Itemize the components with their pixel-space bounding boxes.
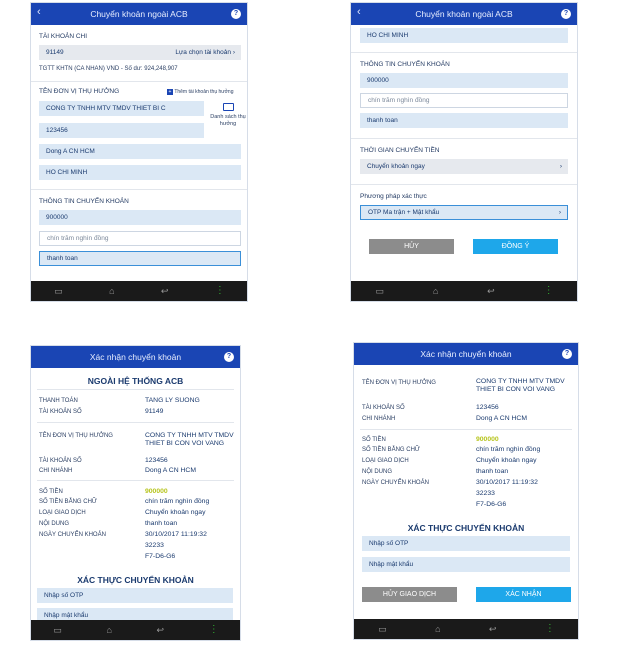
beneficiary-list-button[interactable]: Danh sách thụ hưởng (208, 103, 248, 128)
amount-value: 900000 (476, 436, 499, 443)
help-icon[interactable]: ? (224, 352, 234, 362)
recent-apps-icon[interactable]: ▭ (375, 286, 384, 296)
cancel-button[interactable]: HỦY (369, 239, 454, 254)
divider (37, 422, 234, 423)
system-heading: NGOÀI HỆ THỐNG ACB (87, 376, 184, 386)
password-input[interactable]: Nhập mật khẩu (362, 557, 570, 572)
amount-field[interactable]: 900000 (360, 73, 568, 88)
nav-back-icon[interactable]: ↩ (487, 286, 495, 296)
row-label: TÊN ĐƠN VỊ THỤ HƯỞNG (39, 433, 113, 439)
confirm-button[interactable]: XÁC NHẬN (476, 587, 571, 602)
recent-apps-icon[interactable]: ▭ (54, 286, 63, 296)
row-label: TÀI KHOẢN SỐ (39, 458, 82, 464)
otp-matrix-code: 32233 (145, 542, 164, 549)
row-label: LOẠI GIAO DỊCH (39, 510, 86, 516)
screen-confirm-top (30, 345, 241, 641)
auth-method-section-label: Phương pháp xác thực (360, 193, 427, 200)
page-title: Chuyển khoản ngoài ACB (90, 9, 188, 19)
debit-account-selector[interactable] (39, 45, 241, 60)
cancel-transaction-button[interactable]: HỦY GIAO DỊCH (362, 587, 457, 602)
add-beneficiary-link[interactable]: + Thêm tài khoản thụ hưởng (168, 89, 234, 95)
auth-heading: XÁC THỰC CHUYỂN KHOẢN (407, 523, 525, 533)
nav-back-icon[interactable]: ↩ (156, 625, 165, 635)
divider (351, 184, 577, 185)
content-field[interactable]: thanh toan (39, 251, 241, 266)
otp-matrix-position: F7-D6-G6 (145, 553, 176, 560)
row-label: CHI NHÁNH (39, 468, 73, 474)
recent-apps-icon[interactable]: ▭ (378, 624, 387, 634)
divider (351, 52, 577, 53)
divider (31, 81, 247, 82)
transfer-time-section-label: THỜI GIAN CHUYỂN TIỀN (360, 147, 440, 154)
back-icon[interactable]: ‹ (357, 6, 361, 18)
amount-field[interactable]: 900000 (39, 210, 241, 225)
screen-confirm-bottom (353, 342, 579, 640)
amount-words-field[interactable]: chín trăm nghìn đồng (39, 231, 241, 246)
city-field[interactable]: HO CHI MINH (39, 165, 241, 180)
menu-icon[interactable]: ⋮ (544, 623, 554, 634)
chevron-right-icon: › (232, 49, 235, 56)
android-nav-bar (354, 619, 578, 639)
choose-account-link[interactable]: Lựa chọn tài khoản › (175, 49, 235, 56)
row-value: 91149 (145, 408, 164, 415)
nav-back-icon[interactable]: ↩ (160, 286, 169, 296)
app-header (354, 343, 578, 365)
divider (31, 189, 247, 190)
back-icon[interactable]: ‹ (37, 6, 41, 18)
account-balance-info: TGTT KHTN (CA NHAN) VND - Số dư: 924,248,907 (39, 66, 178, 72)
row-label: NỘI DUNG (39, 521, 69, 527)
row-label: LOẠI GIAO DỊCH (362, 458, 409, 464)
password-input[interactable]: Nhập mật khẩu (37, 608, 233, 623)
debit-account-section-label: TÀI KHOẢN CHI (39, 33, 88, 40)
android-nav-bar (31, 281, 247, 301)
help-icon[interactable]: ? (561, 9, 571, 19)
amount-words-field[interactable]: chín trăm nghìn đồng (360, 93, 568, 108)
city-field[interactable]: HO CHI MINH (360, 28, 568, 43)
transfer-info-section-label: THÔNG TIN CHUYỂN KHOẢN (360, 61, 450, 68)
otp-matrix-code: 32233 (476, 490, 495, 497)
menu-icon[interactable]: ⋮ (543, 285, 553, 296)
row-label: THANH TOÁN (39, 398, 78, 404)
auth-method-selector[interactable]: OTP Ma trận + Mật khẩu › (360, 205, 568, 220)
recent-apps-icon[interactable]: ▭ (53, 625, 62, 635)
row-value: 30/10/2017 11:19:32 (145, 531, 207, 538)
row-label: NGÀY CHUYỂN KHOẢN (39, 532, 106, 538)
row-value: Dong A CN HCM (476, 415, 527, 422)
row-value: Chuyển khoản ngay (476, 457, 537, 464)
content-field[interactable]: thanh toan (360, 113, 568, 128)
otp-input[interactable]: Nhập số OTP (37, 588, 233, 603)
row-value: 123456 (145, 457, 168, 464)
help-icon[interactable]: ? (562, 349, 572, 359)
android-nav-bar (351, 281, 577, 301)
divider (360, 429, 572, 430)
row-label: NỘI DUNG (362, 469, 392, 475)
app-header (31, 346, 240, 368)
home-icon[interactable]: ⌂ (432, 286, 439, 296)
menu-icon[interactable]: ⋮ (214, 285, 224, 296)
row-label: CHI NHÁNH (362, 416, 396, 422)
chevron-right-icon: › (559, 163, 562, 170)
divider (351, 138, 577, 139)
beneficiary-name-field[interactable]: CONG TY TNHH MTV TMDV THIET BI C (39, 101, 204, 116)
bank-field[interactable]: Dong A CN HCM (39, 144, 241, 159)
row-value: thanh toan (476, 468, 509, 475)
agree-button[interactable]: ĐỒNG Ý (473, 239, 558, 254)
row-label: TÀI KHOẢN SỐ (39, 409, 82, 415)
home-icon[interactable]: ⌂ (106, 625, 112, 635)
app-header (351, 3, 577, 25)
row-value: 30/10/2017 11:19:32 (476, 479, 538, 486)
amount-value: 900000 (145, 488, 168, 495)
help-icon[interactable]: ? (231, 9, 241, 19)
row-label: NGÀY CHUYỂN KHOẢN (362, 480, 429, 486)
otp-matrix-position: F7-D6-G6 (476, 501, 507, 508)
auth-heading: XÁC THỰC CHUYỂN KHOẢN (77, 575, 194, 585)
row-label: TÀI KHOẢN SỐ (362, 405, 405, 411)
row-label: SỐ TIỀN (362, 437, 386, 443)
row-label: SỐ TIỀN BẰNG CHỮ (362, 447, 421, 453)
home-icon[interactable]: ⌂ (109, 286, 115, 296)
page-title: Xác nhận chuyển khoản (89, 352, 182, 362)
beneficiary-account-field[interactable]: 123456 (39, 123, 204, 138)
nav-back-icon[interactable]: ↩ (488, 624, 497, 634)
page-title: Xác nhận chuyển khoản (420, 349, 512, 359)
transfer-info-section-label: THÔNG TIN CHUYỂN KHOẢN (39, 198, 129, 205)
otp-input[interactable]: Nhập số OTP (362, 536, 570, 551)
beneficiary-section-label: TÊN ĐƠN VỊ THỤ HƯỞNG (39, 88, 120, 95)
row-value: 123456 (476, 404, 499, 411)
transfer-time-selector[interactable]: Chuyển khoản ngay › (360, 159, 568, 174)
divider (37, 389, 234, 390)
row-value: TANG LY SUONG (145, 397, 200, 404)
divider (37, 480, 234, 481)
android-nav-bar (31, 620, 240, 640)
screen-transfer-form-top (30, 2, 248, 302)
chevron-right-icon: › (558, 209, 561, 216)
row-value: Dong A CN HCM (145, 467, 196, 474)
menu-icon[interactable]: ⋮ (208, 624, 218, 635)
contact-list-icon (223, 103, 234, 111)
plus-icon: + (168, 89, 172, 95)
debit-account-number: 91149 (46, 49, 64, 56)
page-title: Chuyển khoản ngoài ACB (415, 9, 513, 19)
row-value: CONG TY TNHH MTV TMDV THIET BI CON VOI VANG (145, 432, 234, 447)
row-label: SỐ TIỀN BẰNG CHỮ (39, 499, 98, 505)
row-value: Chuyển khoản ngay (145, 509, 206, 516)
home-icon[interactable]: ⌂ (435, 624, 441, 634)
row-value: CONG TY TNHH MTV TMDV THIET BI CON VOI VANG (476, 378, 565, 393)
app-header (31, 3, 247, 25)
row-label: SỐ TIỀN (39, 489, 63, 495)
row-label: TÊN ĐƠN VỊ THỤ HƯỞNG (362, 380, 436, 386)
row-value: chín trăm nghìn đồng (145, 498, 210, 505)
row-value: thanh toan (145, 520, 178, 527)
row-value: chín trăm nghìn đồng (476, 446, 541, 453)
screen-transfer-form-bottom (350, 2, 578, 302)
